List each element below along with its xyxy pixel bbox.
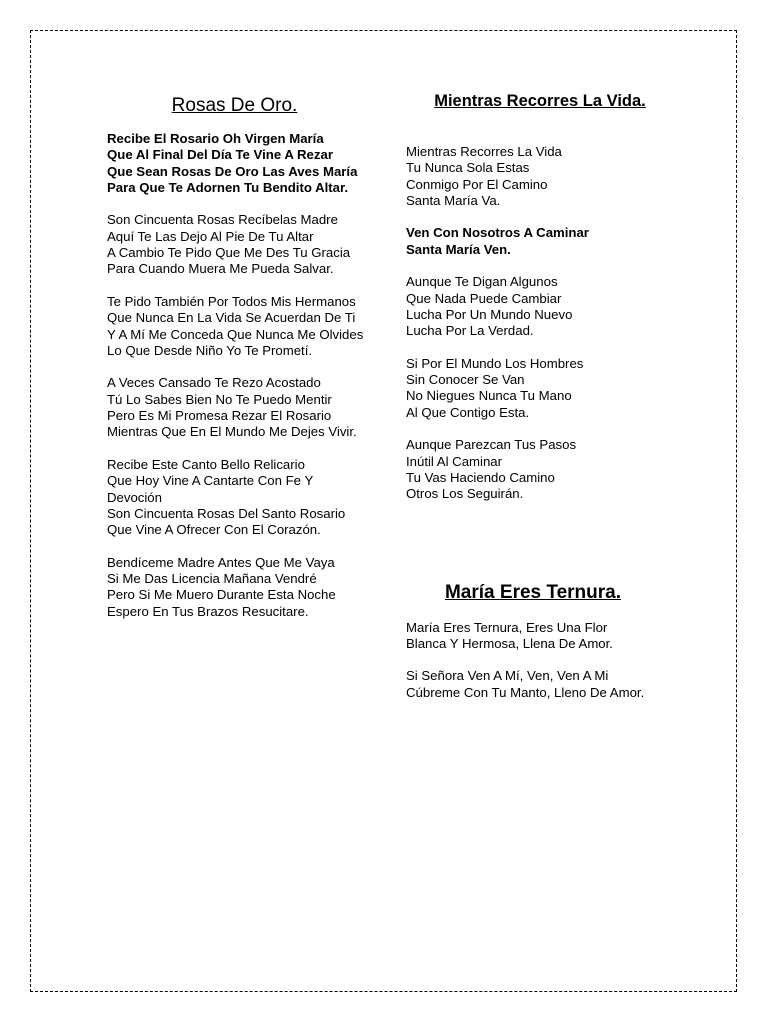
lyric-line: Tu Vas Haciendo Camino <box>406 469 555 485</box>
lyric-line: Pero Si Me Muero Durante Esta Noche <box>107 587 336 603</box>
lyric-line: Que Nunca En La Vida Se Acuerdan De Ti <box>107 310 356 326</box>
lyric-line: Que Al Final Del Día Te Vine A Rezar <box>107 147 333 163</box>
lyric-line: Santa María Va. <box>406 192 501 208</box>
song-title-maria-eres-ternura: María Eres Ternura. <box>444 581 621 603</box>
stanza-maria-2 <box>406 668 696 701</box>
lyric-line: Para Que Te Adornen Tu Bendito Altar. <box>107 179 349 195</box>
stanza-rosas-2 <box>107 212 369 277</box>
stanza-mientras-3 <box>406 356 696 421</box>
stanza-mientras-1 <box>406 144 696 209</box>
lyric-line: Si Me Das Licencia Mañana Vendré <box>107 571 317 587</box>
lyric-line: Y A Mí Me Conceda Que Nunca Me Olvides <box>107 326 364 342</box>
lyric-line: Lo Que Desde Niño Yo Te Prometí. <box>107 342 313 358</box>
stanza-mientras-chorus <box>406 225 696 258</box>
lyric-line: Ven Con Nosotros A Caminar <box>406 225 589 241</box>
stanza-maria-1 <box>406 620 696 653</box>
lyric-line: Te Pido También Por Todos Mis Hermanos <box>107 293 356 309</box>
lyric-line: Inútil Al Caminar <box>406 453 503 469</box>
lyric-line: Si Señora Ven A Mí, Ven, Ven A Mi <box>406 668 609 684</box>
lyric-line: Pero Es Mi Promesa Rezar El Rosario <box>107 408 332 424</box>
lyric-line: Sin Conocer Se Van <box>406 372 525 388</box>
lyric-line: Tu Nunca Sola Estas <box>406 160 530 176</box>
lyric-line: Recibe Este Canto Bello Relicario <box>107 456 305 472</box>
song-title-mientras-recorres-la-vida: Mientras Recorres La Vida. <box>434 92 646 110</box>
lyric-line: Aquí Te Las Dejo Al Pie De Tu Altar <box>107 228 314 244</box>
stanza-rosas-5 <box>107 457 369 538</box>
lyric-line: Bendíceme Madre Antes Que Me Vaya <box>107 554 335 570</box>
lyric-line: Espero En Tus Brazos Resucitare. <box>107 603 309 619</box>
stanza-rosas-6 <box>107 555 369 620</box>
lyric-line: Si Por El Mundo Los Hombres <box>406 355 584 371</box>
lyric-line: Otros Los Seguirán. <box>406 486 524 502</box>
lyric-line: Santa María Ven. <box>406 241 511 257</box>
song-title-rosas-de-oro: Rosas De Oro. <box>171 95 298 116</box>
lyric-line: Mientras Recorres La Vida <box>406 144 562 159</box>
lyric-line: Tú Lo Sabes Bien No Te Puedo Mentir <box>107 391 332 407</box>
stanza-mientras-4 <box>406 437 696 502</box>
stanza-rosas-1 <box>107 131 369 196</box>
lyric-line: A Veces Cansado Te Rezo Acostado <box>107 375 321 391</box>
lyric-line: Que Vine A Ofrecer Con El Corazón. <box>107 522 321 538</box>
lyric-line: Blanca Y Hermosa, Llena De Amor. <box>406 635 613 651</box>
left-column <box>107 95 369 636</box>
lyric-line: Son Cincuenta Rosas Recíbelas Madre <box>107 212 338 228</box>
lyric-line: María Eres Ternura, Eres Una Flor <box>406 619 608 635</box>
lyric-line: Son Cincuenta Rosas Del Santo Rosario <box>107 505 346 521</box>
lyric-line: Mientras Que En El Mundo Me Dejes Vivir. <box>107 424 357 440</box>
lyric-line: Cúbreme Con Tu Manto, Lleno De Amor. <box>406 684 645 700</box>
stanza-mientras-2 <box>406 274 696 339</box>
lyric-line: No Niegues Nunca Tu Mano <box>406 388 572 404</box>
lyric-line: Recibe El Rosario Oh Virgen María <box>107 131 324 146</box>
right-column <box>406 91 696 717</box>
stanza-rosas-4 <box>107 375 369 440</box>
lyric-line: Lucha Por Un Mundo Nuevo <box>406 306 573 322</box>
lyric-line: Para Cuando Muera Me Pueda Salvar. <box>107 261 334 277</box>
lyric-line: Al Que Contigo Esta. <box>406 404 530 420</box>
lyric-line: Que Hoy Vine A Cantarte Con Fe Y Devoción <box>107 473 314 505</box>
lyric-line: Lucha Por La Verdad. <box>406 323 534 339</box>
lyric-line: Aunque Te Digan Algunos <box>406 274 558 290</box>
lyric-line: Que Sean Rosas De Oro Las Aves María <box>107 163 358 179</box>
lyric-line: A Cambio Te Pido Que Me Des Tu Gracia <box>107 245 351 261</box>
lyric-line: Aunque Parezcan Tus Pasos <box>406 437 577 453</box>
lyric-line: Que Nada Puede Cambiar <box>406 290 562 306</box>
lyric-line: Conmigo Por El Camino <box>406 176 548 192</box>
stanza-rosas-3 <box>107 294 369 359</box>
